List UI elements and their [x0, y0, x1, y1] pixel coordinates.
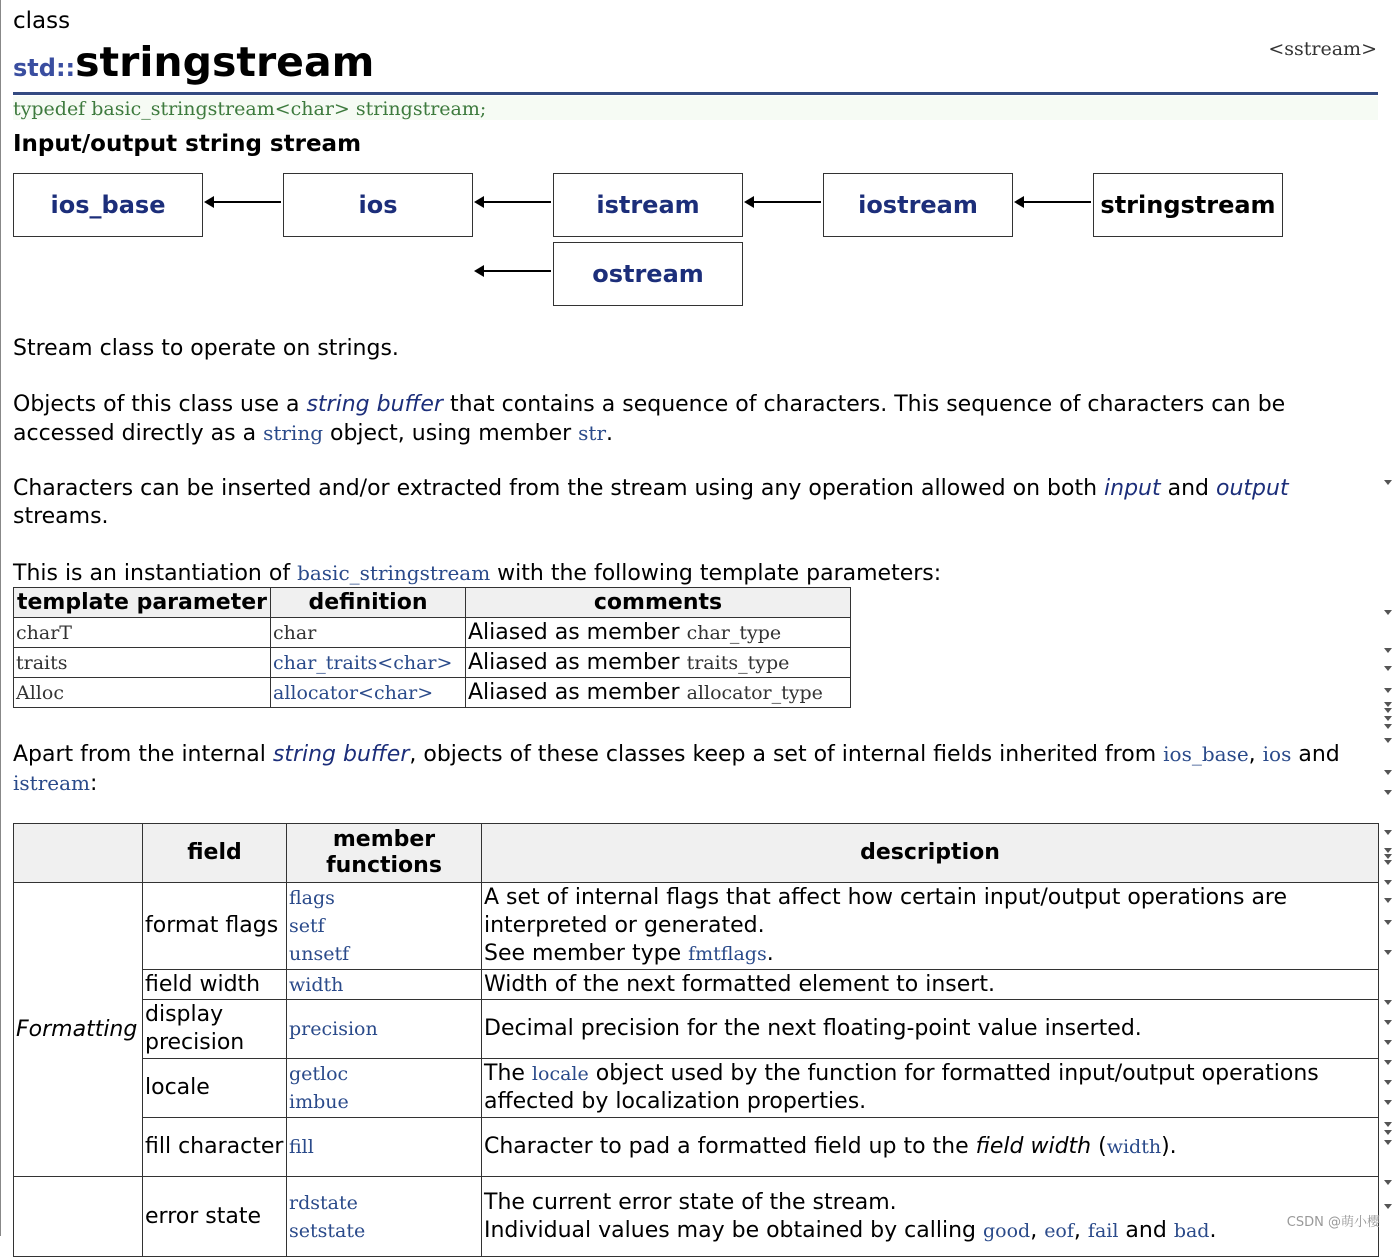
hierarchy-iostream-link[interactable]: iostream — [823, 173, 1013, 237]
param-comment — [466, 618, 851, 648]
field-name: error state — [143, 1177, 287, 1257]
text: , — [1248, 742, 1263, 767]
member-type: traits_type — [686, 652, 790, 674]
table-row — [14, 1118, 1379, 1177]
table-row — [14, 883, 1379, 970]
page-left-border — [0, 0, 1, 1236]
title-namespace: std:: — [13, 54, 76, 82]
scroll-marker-icon — [1384, 854, 1392, 859]
param-name: charT — [14, 618, 271, 648]
scroll-marker-icon — [1384, 950, 1392, 955]
good-link[interactable]: good — [982, 1219, 1031, 1242]
watermark: CSDN @萌小樱 — [1286, 1215, 1380, 1230]
member-functions — [287, 970, 482, 1000]
text: Aliased as member — [468, 620, 687, 645]
scroll-marker-icon — [1384, 1140, 1392, 1145]
template-parameters-table — [13, 587, 851, 708]
scroll-marker-icon — [1384, 898, 1392, 903]
output-term: output — [1216, 476, 1289, 501]
ios-link[interactable]: ios — [1262, 742, 1292, 766]
intro-paragraph-3 — [13, 475, 1378, 531]
hierarchy-ios-base-link[interactable]: ios_base — [13, 173, 203, 237]
text: , — [1073, 1217, 1088, 1243]
field-name: format flags — [143, 883, 287, 970]
title-divider — [13, 92, 1378, 95]
text: that contains a sequence of characters. This sequence of characters can be accessed directly as a — [13, 392, 1286, 446]
member-functions — [287, 1118, 482, 1177]
bad-link[interactable]: bad — [1173, 1219, 1210, 1242]
scroll-marker-icon — [1384, 790, 1392, 795]
member-function-link[interactable]: setf — [289, 915, 325, 937]
text: streams. — [13, 504, 109, 529]
member-function-link[interactable]: fill — [289, 1136, 314, 1158]
table-row — [14, 1000, 1379, 1059]
intro-paragraph-1: Stream class to operate on strings. — [13, 336, 399, 361]
ios-base-link[interactable]: ios_base — [1163, 742, 1249, 766]
member-functions — [287, 883, 482, 970]
scroll-marker-icon — [1384, 666, 1392, 671]
text: A set of internal flags that affect how certain input/output operations are interpreted or generated. — [484, 885, 1288, 938]
scroll-marker-icon — [1384, 724, 1392, 729]
internal-fields-table — [13, 823, 1379, 1257]
scroll-markers — [1384, 480, 1392, 1220]
table-row — [14, 648, 851, 678]
text: The current error state of the stream. — [484, 1189, 897, 1215]
member-type: char_type — [686, 622, 782, 644]
inherit-arrow — [482, 270, 551, 272]
hierarchy-istream-link[interactable]: istream — [553, 173, 743, 237]
member-functions — [287, 1000, 482, 1059]
table-row — [14, 1059, 1379, 1118]
column-header: template parameter — [14, 588, 271, 618]
table-header-row — [14, 588, 851, 618]
field-name: field width — [143, 970, 287, 1000]
column-header: member functions — [287, 824, 482, 883]
param-comment — [466, 648, 851, 678]
text: Individual values may be obtained by calling — [484, 1217, 983, 1243]
param-definition-link[interactable]: char_traits<char> — [271, 648, 466, 678]
field-description: Decimal precision for the next floating-point value inserted. — [482, 1000, 1379, 1059]
text: ( — [1091, 1134, 1107, 1159]
member-function-link[interactable]: getloc — [289, 1063, 349, 1085]
group-label: Formatting — [14, 883, 143, 1177]
text: with the following template parameters: — [490, 561, 942, 586]
field-width-term: field width — [975, 1134, 1092, 1159]
text: See member type — [484, 941, 689, 966]
basic-stringstream-link[interactable]: basic_stringstream — [297, 561, 491, 585]
member-function-link[interactable]: flags — [289, 887, 335, 909]
member-function-link[interactable]: width — [289, 973, 344, 996]
entity-kind: class — [13, 8, 71, 34]
scroll-marker-icon — [1384, 708, 1392, 713]
input-term: input — [1104, 476, 1161, 501]
typedef-declaration: typedef basic_stringstream<char> stringstream; — [13, 98, 487, 120]
scroll-marker-icon — [1384, 1100, 1392, 1105]
scroll-marker-icon — [1384, 1130, 1392, 1135]
scroll-marker-icon — [1384, 648, 1392, 653]
intro-paragraph-4 — [13, 559, 1378, 588]
text: The — [484, 1061, 532, 1086]
text: Apart from the internal — [13, 742, 273, 767]
scroll-marker-icon — [1384, 1020, 1392, 1025]
column-header — [14, 824, 143, 883]
table-row — [14, 678, 851, 708]
member-function-link[interactable]: imbue — [289, 1091, 349, 1113]
str-link[interactable]: str — [578, 421, 607, 445]
title-class-name: stringstream — [75, 38, 375, 86]
column-header: description — [482, 824, 1379, 883]
text: . — [766, 941, 774, 966]
field-description — [482, 883, 1379, 970]
scroll-marker-icon — [1384, 610, 1392, 615]
scroll-marker-icon — [1384, 1000, 1392, 1005]
table-header-row — [14, 824, 1379, 883]
member-function-link[interactable]: setstate — [289, 1219, 366, 1242]
column-header: comments — [466, 588, 851, 618]
string-buffer-term: string buffer — [272, 742, 410, 767]
text: : — [89, 771, 98, 796]
table-row — [14, 618, 851, 648]
field-name: display precision — [143, 1000, 287, 1059]
text: object, using member — [323, 421, 579, 446]
locale-link[interactable]: locale — [531, 1063, 589, 1085]
field-description — [482, 1118, 1379, 1177]
scroll-marker-icon — [1384, 702, 1392, 707]
inherit-arrow — [752, 201, 821, 203]
member-function-link[interactable]: precision — [289, 1018, 378, 1040]
column-header: field — [143, 824, 287, 883]
text: This is an instantiation of — [13, 561, 298, 586]
inherit-arrow — [1022, 201, 1091, 203]
member-functions — [287, 1177, 482, 1257]
text: Characters can be inserted and/or extracted from the stream using any operation allowed on both — [13, 476, 1105, 501]
hierarchy-stringstream-current: stringstream — [1093, 173, 1283, 237]
scroll-marker-icon — [1384, 1180, 1392, 1185]
member-type: allocator_type — [686, 682, 823, 704]
text: Objects of this class use a — [13, 392, 307, 417]
string-buffer-term: string buffer — [306, 392, 443, 417]
param-definition: char — [271, 618, 466, 648]
table-row — [14, 970, 1379, 1000]
fmtflags-link[interactable]: fmtflags — [688, 943, 767, 965]
scroll-marker-icon — [1384, 1122, 1392, 1127]
scroll-marker-icon — [1384, 920, 1392, 925]
text: and — [1291, 742, 1340, 767]
member-function-link[interactable]: unsetf — [289, 943, 350, 965]
text: ). — [1161, 1134, 1177, 1159]
hierarchy-ios-link[interactable]: ios — [283, 173, 473, 237]
scroll-marker-icon — [1384, 830, 1392, 835]
text: , objects of these classes keep a set of internal fields inherited from — [409, 742, 1164, 767]
header-file-link[interactable]: <sstream> — [1268, 38, 1377, 60]
member-functions — [287, 1059, 482, 1118]
inherit-arrow — [212, 201, 281, 203]
table-row — [14, 1177, 1379, 1257]
scroll-marker-icon — [1384, 1204, 1392, 1209]
scroll-marker-icon — [1384, 848, 1392, 853]
fail-link[interactable]: fail — [1087, 1219, 1119, 1242]
text: object used by the function for formatted input/output operations affected by localization properties. — [484, 1061, 1319, 1114]
field-description: Width of the next formatted element to insert. — [482, 970, 1379, 1000]
field-description — [482, 1177, 1379, 1257]
hierarchy-ostream-link[interactable]: ostream — [553, 242, 743, 306]
fields-intro-paragraph — [13, 740, 1378, 798]
page-title — [13, 38, 374, 86]
text: and — [1160, 476, 1217, 501]
column-header: definition — [271, 588, 466, 618]
param-definition-link[interactable]: allocator<char> — [271, 678, 466, 708]
scroll-marker-icon — [1384, 1040, 1392, 1045]
scroll-marker-icon — [1384, 1060, 1392, 1065]
intro-paragraph-2 — [13, 391, 1378, 448]
text: . — [606, 421, 614, 446]
text: Aliased as member — [468, 650, 687, 675]
text: Aliased as member — [468, 680, 687, 705]
scroll-marker-icon — [1384, 1080, 1392, 1085]
text: and — [1118, 1217, 1174, 1243]
field-name: locale — [143, 1059, 287, 1118]
string-link[interactable]: string — [263, 421, 324, 445]
param-name: traits — [14, 648, 271, 678]
scroll-marker-icon — [1384, 480, 1392, 485]
field-name: fill character — [143, 1118, 287, 1177]
scroll-marker-icon — [1384, 770, 1392, 775]
scroll-marker-icon — [1384, 688, 1392, 693]
field-description — [482, 1059, 1379, 1118]
scroll-marker-icon — [1384, 860, 1392, 865]
member-function-link[interactable]: rdstate — [289, 1191, 358, 1214]
scroll-marker-icon — [1384, 716, 1392, 721]
scroll-marker-icon — [1384, 880, 1392, 885]
param-comment — [466, 678, 851, 708]
width-link[interactable]: width — [1106, 1136, 1162, 1158]
param-name: Alloc — [14, 678, 271, 708]
scroll-marker-icon — [1384, 738, 1392, 743]
group-label-empty — [14, 1177, 143, 1257]
istream-link[interactable]: istream — [13, 771, 90, 795]
eof-link[interactable]: eof — [1044, 1219, 1074, 1242]
text: . — [1209, 1217, 1217, 1243]
text: , — [1030, 1217, 1045, 1243]
page-subtitle: Input/output string stream — [13, 131, 362, 157]
text: Character to pad a formatted field up to the — [484, 1134, 976, 1159]
inherit-arrow — [482, 201, 551, 203]
